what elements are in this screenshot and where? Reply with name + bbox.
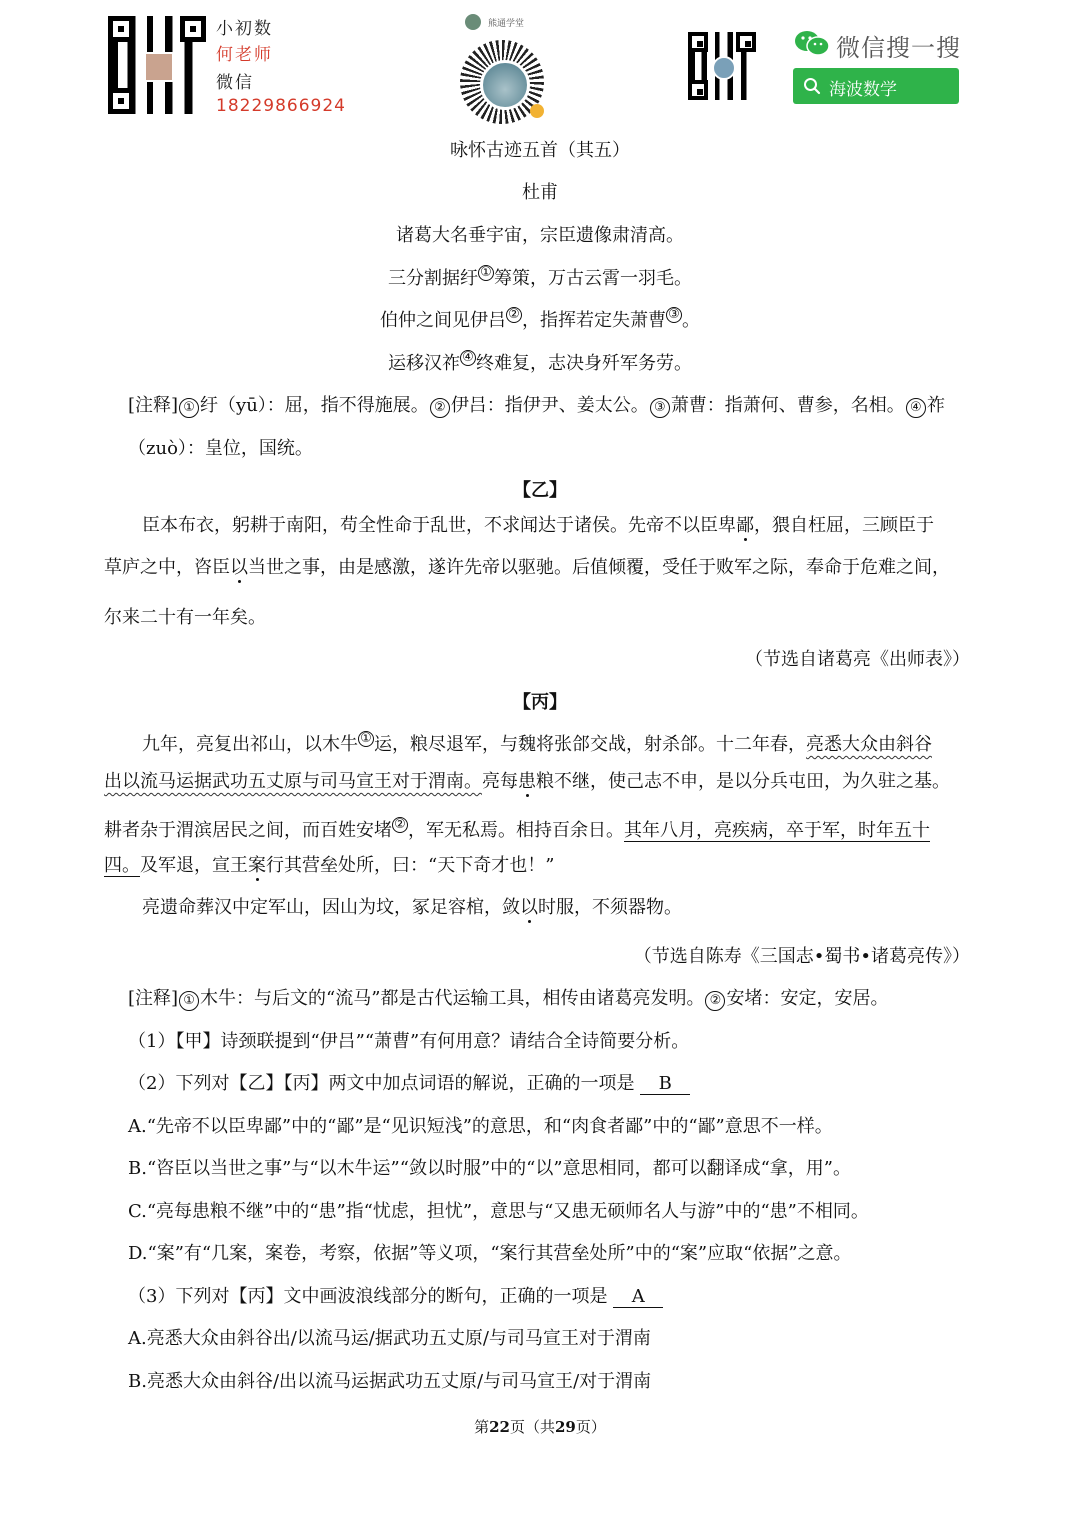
page-total: 29	[555, 1418, 576, 1436]
bing-paragraph-line-1: 九年，亮复出祁山，以木牛 ① 运，粮尽退军，与魏将张郃交战，射杀郃。十二年春，亮悉大众由斜谷	[142, 731, 932, 755]
wavy-underlined-text: 亮悉大众由斜谷	[806, 734, 932, 755]
dotted-word: 患	[518, 771, 536, 792]
qr-left-caption-2: 何老师	[216, 45, 273, 65]
yi-paragraph-line-3: 尔来二十有一年矣。	[104, 607, 266, 628]
bing-annotation: [注释] ① 木牛：与后文的“流马”都是古代运输工具，相传由诸葛亮发明。 ② 安堵：安定，安居。	[128, 988, 889, 1009]
search-icon	[803, 77, 821, 95]
qr-code-right[interactable]	[688, 32, 756, 100]
note-marker: ①	[478, 265, 494, 281]
qr-left-phone: 18229866924	[216, 96, 346, 116]
qr-left-caption-3: 微信	[216, 73, 254, 93]
bing-paragraph-line-3: 耕者杂于渭滨居民之间，而百姓安堵 ② ，军无私焉。相持百余日。其年八月，亮疾病，卒于军，时年五十	[104, 817, 930, 841]
qr-code-left[interactable]	[108, 16, 206, 114]
poem-annotation-line-1: [注释] ① 纡（yū）：屈，指不得施展。 ② 伊吕：指伊尹、姜太公。 ③ 萧曹：指萧何、曹参，名相。 ④ 祚	[128, 395, 945, 416]
mini-program-avatar	[465, 14, 481, 30]
question-2-option-a: A.“先帝不以臣卑鄙”中的“鄙”是“见识短浅”的意思，和“肉食者鄙”中的“鄙”意思不一样。	[128, 1116, 833, 1137]
search-button[interactable]	[793, 68, 959, 104]
question-3-option-a: A.亮悉大众由斜谷出/以流马运/据武功五丈原/与司马宣王对于渭南	[128, 1328, 651, 1349]
poem-line-1: 诸葛大名垂宇宙，宗臣遗像肃清高。	[396, 225, 684, 246]
mini-program-code[interactable]	[460, 40, 544, 124]
question-2-option-c: C.“亮每患粮不继”中的“患”指“忧虑，担忧”，意思与“又患无硕师名人与游”中的“患”不相同。	[128, 1201, 869, 1222]
answer-blank: B	[640, 1074, 690, 1095]
yi-source: （节选自诸葛亮《出师表》）	[745, 649, 970, 670]
question-1: （1）【甲】诗颈联提到“伊吕”“萧曹”有何用意？请结合全诗简要分析。	[128, 1031, 690, 1052]
poem-annotation-line-2: （zuò）：皇位，国统。	[128, 438, 313, 459]
poem-author: 杜甫	[522, 182, 558, 203]
bing-source: （节选自陈寿《三国志•蜀书•诸葛亮传》）	[633, 946, 970, 967]
note-marker: ②	[506, 307, 522, 323]
dotted-word: 案	[248, 855, 266, 876]
bing-paragraph-line-5: 亮遗命葬汉中定军山，因山为坟，冢足容棺，敛以时服，不须器物。	[142, 897, 682, 918]
question-2-option-d: D.“案”有“几案，案卷，考察，依据”等义项，“案行其营垒处所”中的“案”应取“依据”之意。	[128, 1243, 852, 1264]
dotted-word: 以	[230, 557, 248, 578]
poem-line-3: 伯仲之间见伊吕 ② ，指挥若定失萧曹 ③ 。	[380, 307, 700, 331]
wavy-underlined-text: 出以流马运据武功五丈原与司马宣王对于渭南。	[104, 771, 482, 792]
section-bing-heading: 【丙】	[513, 692, 567, 713]
dotted-word: 以	[520, 897, 538, 918]
underlined-text: 其年八月，亮疾病，卒于军，时年五十	[624, 820, 930, 841]
poem-title: 咏怀古迹五首（其五）	[450, 140, 630, 161]
note-marker: ④	[460, 350, 476, 366]
underlined-text: 四。	[104, 855, 140, 876]
search-button-label: 海波数学	[829, 80, 897, 99]
section-yi-heading: 【乙】	[513, 480, 567, 501]
question-3: （3）下列对【丙】文中画波浪线部分的断句，正确的一项是 A	[128, 1285, 663, 1309]
question-3-option-b: B.亮悉大众由斜谷/出以流马运据武功五丈原/与司马宣王/对于渭南	[128, 1371, 652, 1392]
mini-program-badge-icon	[530, 104, 544, 118]
question-2-option-b: B.“咨臣以当世之事”与“以木牛运”“敛以时服”中的“以”意思相同，都可以翻译成“拿，用”。	[128, 1158, 851, 1179]
yi-paragraph-line-1: 臣本布衣，躬耕于南阳，苟全性命于乱世，不求闻达于诸侯。先帝不以臣卑鄙，猥自枉屈，三顾臣于	[142, 515, 934, 536]
qr-left-caption-1: 小初数	[216, 19, 273, 39]
qr-avatar	[144, 52, 174, 82]
page-number: 22	[489, 1418, 510, 1436]
mini-program-title: 熊通学堂	[488, 18, 525, 28]
dotted-word: 鄙	[736, 515, 754, 536]
page-footer: 第22页（共29页）	[474, 1418, 606, 1436]
answer-blank: A	[613, 1287, 663, 1308]
poem-line-2: 三分割据纡 ① 筹策，万古云霄一羽毛。	[388, 265, 692, 289]
wechat-search-label: 微信搜一搜	[836, 35, 961, 62]
poem-line-4: 运移汉祚 ④ 终难复，志决身歼军务劳。	[388, 350, 692, 374]
question-2: （2）下列对【乙】【丙】两文中加点词语的解说，正确的一项是 B	[128, 1072, 690, 1096]
mini-program-logo	[480, 60, 530, 110]
note-marker: ③	[666, 307, 682, 323]
bing-paragraph-line-4: 四。及军退，宣王案行其营垒处所，曰：“天下奇才也！”	[104, 855, 555, 876]
wechat-logo-icon	[794, 30, 830, 56]
bing-paragraph-line-2: 出以流马运据武功五丈原与司马宣王对于渭南。亮每患粮不继，使己志不申，是以分兵屯田，为久驻之基。	[104, 771, 950, 792]
yi-paragraph-line-2: 草庐之中，咨臣以当世之事，由是感激，遂许先帝以驱驰。后值倾覆，受任于败军之际，奉命于危难之间，	[104, 557, 950, 578]
